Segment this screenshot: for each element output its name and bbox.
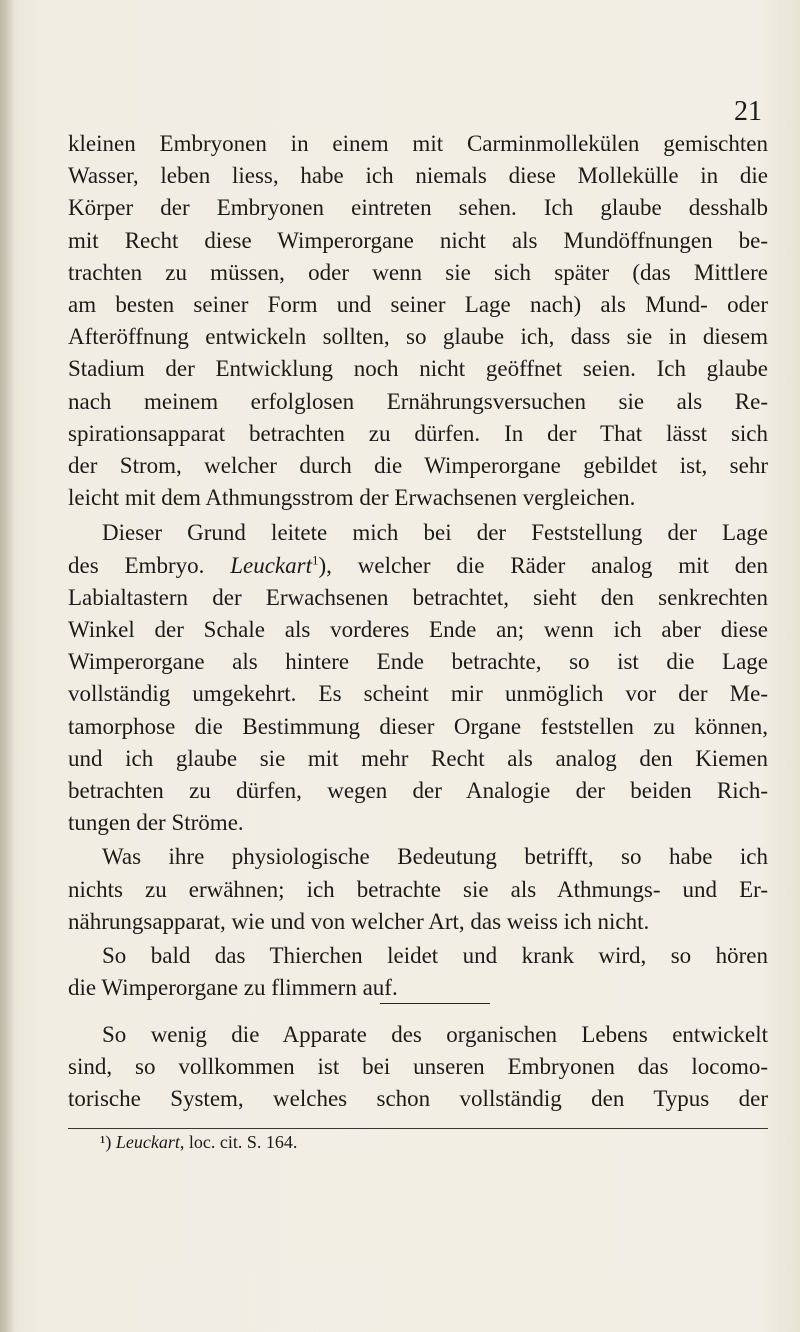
text-line: sind, so vollkommen ist bei unseren Embryonen das locomo- <box>68 1054 768 1080</box>
text-line: tamorphose die Bestimmung dieser Organe feststellen zu können, <box>68 713 768 739</box>
text-line: vollständig umgekehrt. Es scheint mir unmöglich vor der Me- <box>68 681 768 707</box>
footnote <box>100 1132 297 1153</box>
footnote-author: Leuckart <box>115 1132 180 1152</box>
text-line: kleinen Embryonen in einem mit Carminmollekülen gemischten <box>68 131 768 156</box>
text-line: nach meinem erfolglosen Ernährungsversuchen sie als Re- <box>68 388 768 414</box>
text-line: mit Recht diese Wimperorgane nicht als Mundöffnungen be- <box>68 227 768 253</box>
author-name: Leuckart <box>230 552 312 578</box>
text-line: torische System, welches schon vollständig den Typus der <box>68 1086 768 1112</box>
text-line: leicht mit dem Athmungsstrom der Erwachsenen vergleichen. <box>68 485 636 511</box>
footnote-text: , loc. cit. S. 164. <box>179 1132 298 1152</box>
text-line: der Strom, welcher durch die Wimperorgane gebildet ist, sehr <box>68 453 768 479</box>
text-line: nichts zu erwähnen; ich betrachte sie als Athmungs- und Er- <box>68 876 768 902</box>
text-line: So bald das Thierchen leidet und krank wird, so hören <box>102 943 768 969</box>
text-line: Stadium der Entwicklung noch nicht geöffnet seien. Ich glaube <box>68 356 768 382</box>
paragraph-2 <box>68 517 768 839</box>
paragraph-5 <box>68 1019 768 1116</box>
text-line: und ich glaube sie mit mehr Recht als analog den Kiemen <box>68 745 768 771</box>
text-line: Winkel der Schale als vorderes Ende an; wenn ich aber diese <box>68 617 768 643</box>
text-line: trachten zu müssen, oder wenn sie sich später (das Mittlere <box>68 259 768 285</box>
paragraph-3 <box>68 841 768 938</box>
text-line: die Wimperorgane zu flimmern auf. <box>68 975 398 1001</box>
text-line: Afteröffnung entwickeln sollten, so glaube ich, dass sie in diesem <box>68 324 768 350</box>
text-line-with-citation <box>68 550 768 582</box>
footnote-reference: 1 <box>311 551 319 567</box>
footnote-rule <box>68 1128 768 1129</box>
text-segment: des Embryo. <box>68 552 231 578</box>
text-line: Labialtastern der Erwachsenen betrachtet, sieht den senkrechten <box>68 584 768 610</box>
main-text-continued <box>68 1016 768 1116</box>
text-line: betrachten zu dürfen, wegen der Analogie der beiden Rich- <box>68 778 768 804</box>
text-line: Körper der Embryonen eintreten sehen. Ich glaube desshalb <box>68 195 768 221</box>
page-gutter-shadow <box>0 0 14 1332</box>
paragraph-4 <box>68 940 768 1004</box>
main-text <box>68 128 768 1004</box>
text-line: Wasser, leben liess, habe ich niemals diese Mollekülle in die <box>68 163 768 189</box>
text-line: Wimperorgane als hintere Ende betrachte, so ist die Lage <box>68 649 768 675</box>
text-line: spirationsapparat betrachten zu dürfen. In der That lässt sich <box>68 420 768 446</box>
footnote-marker: ¹) <box>100 1132 112 1152</box>
section-divider <box>380 1003 490 1004</box>
text-line: am besten seiner Form und seiner Lage nach) als Mund- oder <box>68 292 768 318</box>
page-number: 21 <box>734 96 762 127</box>
text-segment: ), welcher die Räder analog mit den <box>318 552 768 578</box>
text-line: Was ihre physiologische Bedeutung betrifft, so habe ich <box>102 844 768 870</box>
text-line: nährungsapparat, wie und von welcher Art, das weiss ich nicht. <box>68 908 650 934</box>
text-line: So wenig die Apparate des organischen Lebens entwickelt <box>102 1022 768 1047</box>
text-line: tungen der Ströme. <box>68 810 244 836</box>
text-line: Dieser Grund leitete mich bei der Feststellung der Lage <box>102 520 768 546</box>
paragraph-1 <box>68 128 768 514</box>
